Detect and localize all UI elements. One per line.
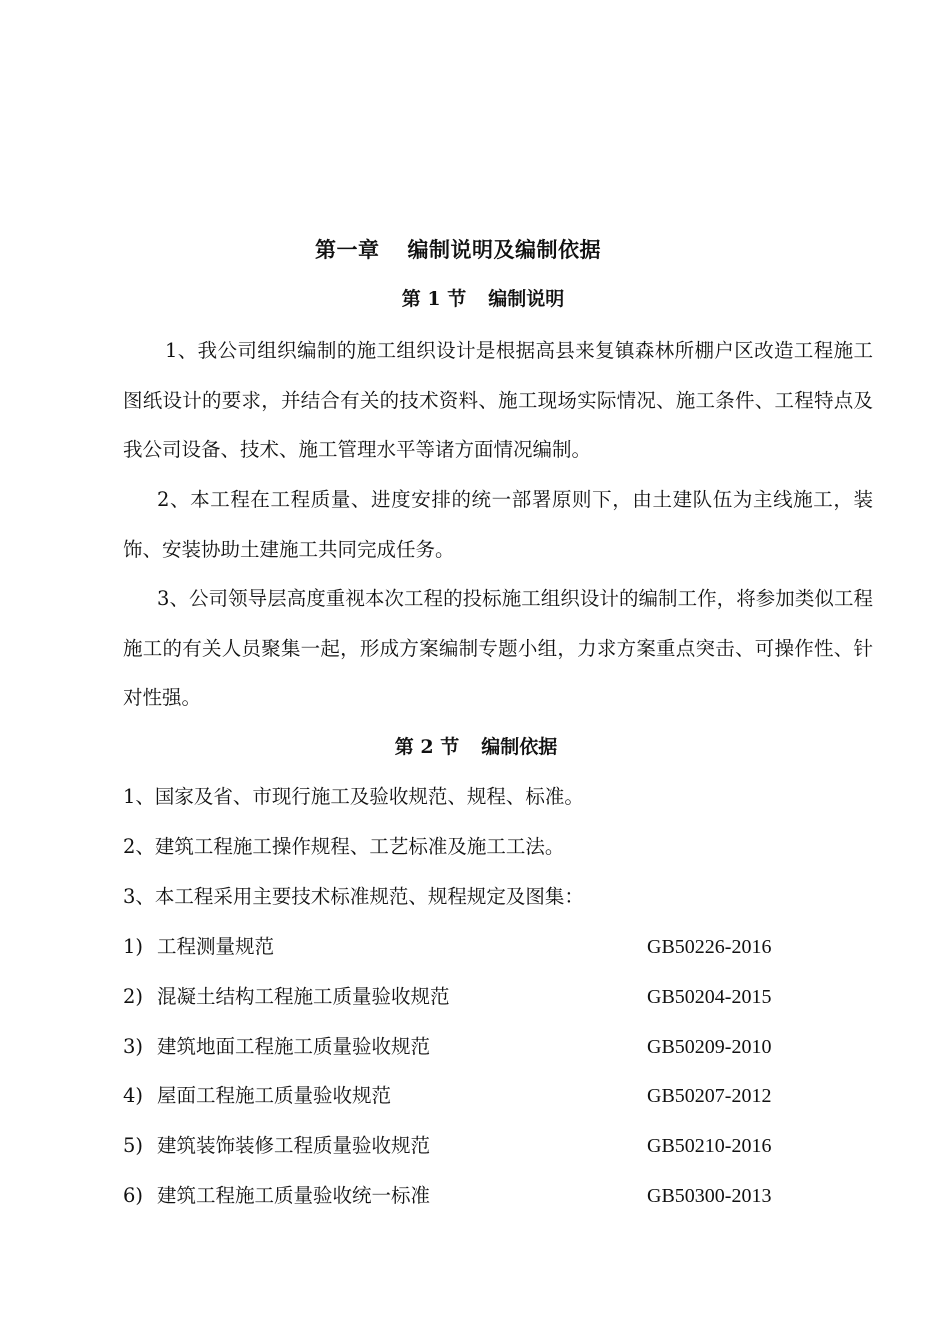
- standard-name: 建筑装饰装修工程质量验收规范: [157, 1134, 431, 1157]
- standard-row: [123, 1130, 843, 1162]
- standard-row: [123, 1031, 843, 1063]
- section-name: 编制说明: [488, 288, 565, 310]
- standard-code: GB50204-2015: [647, 986, 772, 1008]
- section-number: 第 2 节: [394, 736, 460, 758]
- paragraph: 1、我公司组织编制的施工组织设计是根据高县来复镇森林所棚户区改造工程施工图纸设计的要求，并结合有关的技术资料、施工现场实际情况、施工条件、工程特点及我公司设备、技术、施工管理水平等诸方面情况编制。: [123, 339, 873, 462]
- basis-item: 2、建筑工程施工操作规程、工艺标准及施工工法。: [123, 835, 565, 858]
- chapter-number: 第一章: [315, 237, 380, 262]
- section-title-2: [0, 732, 950, 762]
- standard-row: [123, 1080, 843, 1112]
- standard-number: 5): [123, 1134, 144, 1157]
- standard-code: GB50300-2013: [647, 1185, 772, 1207]
- standard-row: [123, 981, 843, 1013]
- basis-item: 1、国家及省、市现行施工及验收规范、规程、标准。: [123, 785, 584, 808]
- standard-number: 2): [123, 985, 144, 1008]
- standard-code: GB50226-2016: [647, 936, 772, 958]
- standard-name: 工程测量规范: [157, 935, 275, 958]
- standard-code: GB50210-2016: [647, 1135, 772, 1157]
- basis-item: 3、本工程采用主要技术标准规范、规程规定及图集：: [123, 885, 584, 908]
- standard-code: GB50209-2010: [647, 1036, 772, 1058]
- standard-number: 4): [123, 1084, 144, 1107]
- standard-row: [123, 931, 843, 963]
- standard-number: 6): [123, 1184, 144, 1207]
- standard-name: 建筑地面工程施工质量验收规范: [157, 1035, 431, 1058]
- paragraph: 3、公司领导层高度重视本次工程的投标施工组织设计的编制工作，将参加类似工程施工的有关人员聚集一起，形成方案编制专题小组，力求方案重点突击、可操作性、针对性强。: [123, 587, 873, 710]
- standard-name: 屋面工程施工质量验收规范: [157, 1084, 392, 1107]
- paragraph: 2、本工程在工程质量、进度安排的统一部署原则下，由土建队伍为主线施工，装饰、安装协助土建施工共同完成任务。: [123, 488, 873, 561]
- standard-row: [123, 1180, 843, 1212]
- standard-name: 建筑工程施工质量验收统一标准: [157, 1184, 431, 1207]
- chapter-name: 编制说明及编制依据: [407, 237, 601, 262]
- standard-code: GB50207-2012: [647, 1085, 772, 1107]
- chapter-title: [0, 234, 916, 266]
- section-title-1: [0, 284, 950, 314]
- standard-number: 3): [123, 1035, 144, 1058]
- standard-name: 混凝土结构工程施工质量验收规范: [157, 985, 450, 1008]
- section-name: 编制依据: [481, 736, 558, 758]
- section-number: 第 1 节: [401, 288, 467, 310]
- standard-number: 1): [123, 935, 144, 958]
